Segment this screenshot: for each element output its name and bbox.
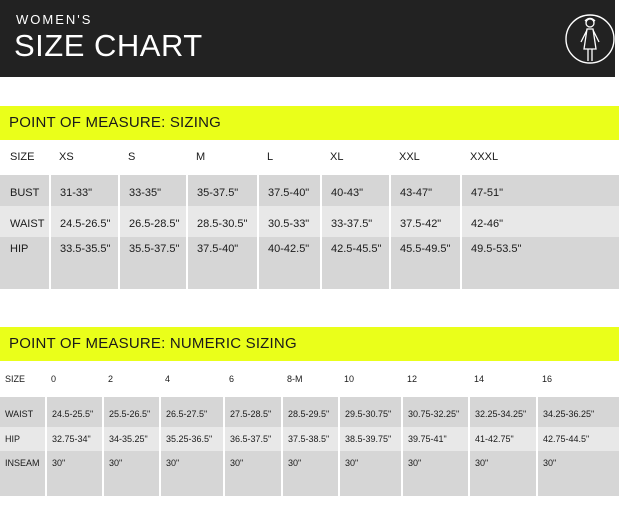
table-cell: 40-42.5"	[258, 237, 321, 289]
table-cell: 39.75-41"	[402, 427, 469, 451]
table-cell: 43-47"	[390, 175, 461, 206]
table-cell: 30.5-33"	[258, 206, 321, 237]
table-cell: 47-51"	[461, 175, 619, 206]
table-cell: 27.5-28.5"	[224, 397, 282, 427]
table-cell: 24.5-26.5"	[50, 206, 119, 237]
header-subtitle: WOMEN'S	[16, 12, 93, 27]
row-label: INSEAM	[0, 451, 46, 496]
table-cell: 30"	[537, 451, 619, 496]
numeric-sizing-section-heading: POINT OF MEASURE: NUMERIC SIZING	[0, 327, 619, 361]
table-cell: 42-46"	[461, 206, 619, 237]
table-cell: 34.25-36.25"	[537, 397, 619, 427]
table-cell: 26.5-27.5"	[160, 397, 224, 427]
table-cell: 36.5-37.5"	[224, 427, 282, 451]
table-cell: XS	[50, 140, 119, 175]
numeric-row-size	[0, 361, 619, 397]
table-cell: 30"	[224, 451, 282, 496]
sizing-row-hip	[0, 237, 619, 289]
row-label: SIZE	[0, 140, 50, 175]
row-label: HIP	[0, 427, 46, 451]
table-cell: 37.5-40"	[187, 237, 258, 289]
table-cell: 45.5-49.5"	[390, 237, 461, 289]
table-cell: M	[187, 140, 258, 175]
table-cell: 35.5-37.5"	[119, 237, 187, 289]
row-label: HIP	[0, 237, 50, 289]
table-cell: XXXL	[461, 140, 619, 175]
table-cell: 25.5-26.5"	[103, 397, 160, 427]
table-cell: 33.5-35.5"	[50, 237, 119, 289]
table-cell: 38.5-39.75"	[339, 427, 402, 451]
table-cell: 10	[339, 361, 402, 397]
table-cell: 33-37.5"	[321, 206, 390, 237]
table-cell: 6	[224, 361, 282, 397]
table-cell: XXL	[390, 140, 461, 175]
table-cell: XL	[321, 140, 390, 175]
table-cell: 30"	[339, 451, 402, 496]
table-cell: 14	[469, 361, 537, 397]
table-cell: 2	[103, 361, 160, 397]
table-cell: 30"	[469, 451, 537, 496]
table-cell: 29.5-30.75"	[339, 397, 402, 427]
table-cell: 12	[402, 361, 469, 397]
table-cell: 32.25-34.25"	[469, 397, 537, 427]
table-cell: 8-M	[282, 361, 339, 397]
table-cell: 34-35.25"	[103, 427, 160, 451]
table-cell: 33-35"	[119, 175, 187, 206]
numeric-sizing-table	[0, 361, 619, 496]
sizing-section-heading: POINT OF MEASURE: SIZING	[0, 106, 619, 140]
table-cell: 30"	[402, 451, 469, 496]
table-cell: 30"	[282, 451, 339, 496]
row-label: BUST	[0, 175, 50, 206]
row-label: SIZE	[0, 361, 46, 397]
table-cell: 30"	[103, 451, 160, 496]
table-cell: 35.25-36.5"	[160, 427, 224, 451]
sizing-row-bust	[0, 175, 619, 206]
row-label: WAIST	[0, 397, 46, 427]
table-cell: L	[258, 140, 321, 175]
table-cell: 37.5-40"	[258, 175, 321, 206]
table-cell: 30.75-32.25"	[402, 397, 469, 427]
table-cell: 42.75-44.5"	[537, 427, 619, 451]
table-cell: 28.5-30.5"	[187, 206, 258, 237]
table-cell: 26.5-28.5"	[119, 206, 187, 237]
table-cell: 31-33"	[50, 175, 119, 206]
header-banner	[0, 0, 615, 77]
table-cell: 0	[46, 361, 103, 397]
row-label: WAIST	[0, 206, 50, 237]
sizing-row-waist	[0, 206, 619, 237]
table-cell: 30"	[46, 451, 103, 496]
table-cell: 49.5-53.5"	[461, 237, 619, 289]
sizing-row-size	[0, 140, 619, 175]
table-cell: 30"	[160, 451, 224, 496]
table-cell: 28.5-29.5"	[282, 397, 339, 427]
table-cell: 42.5-45.5"	[321, 237, 390, 289]
table-cell: 41-42.75"	[469, 427, 537, 451]
table-cell: 37.5-38.5"	[282, 427, 339, 451]
table-cell: 35-37.5"	[187, 175, 258, 206]
table-cell: S	[119, 140, 187, 175]
sizing-table	[0, 140, 619, 289]
table-cell: 4	[160, 361, 224, 397]
woman-figure-icon	[565, 5, 615, 73]
numeric-row-inseam	[0, 451, 619, 496]
table-cell: 40-43"	[321, 175, 390, 206]
numeric-row-hip	[0, 427, 619, 451]
table-cell: 16	[537, 361, 619, 397]
page-title: SIZE CHART	[14, 28, 203, 63]
numeric-row-waist	[0, 397, 619, 427]
table-cell: 32.75-34"	[46, 427, 103, 451]
table-cell: 37.5-42"	[390, 206, 461, 237]
table-cell: 24.5-25.5"	[46, 397, 103, 427]
